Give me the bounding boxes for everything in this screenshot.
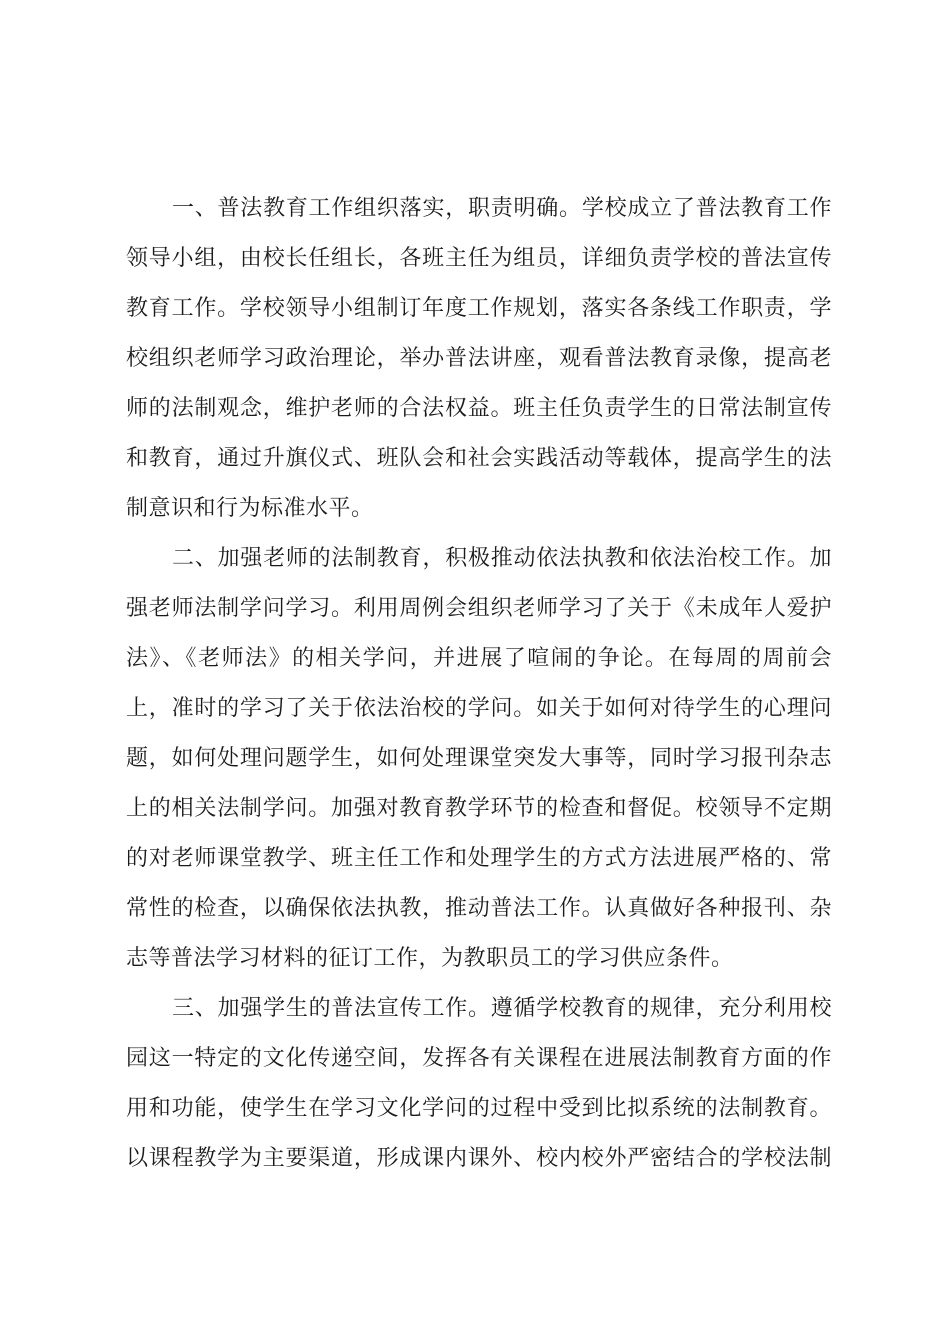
paragraph-line: 题，如何处理问题学生，如何处理课堂突发大事等，同时学习报刊杂志: [126, 746, 832, 771]
paragraph-line: 常性的检查，以确保依法执教，推动普法工作。认真做好各种报刊、杂: [126, 896, 832, 921]
paragraph-line: 师的法制观念，维护老师的合法权益。班主任负责学生的日常法制宣传: [126, 396, 832, 421]
paragraph-line: 二、加强老师的法制教育，积极推动依法执教和依法治校工作。加: [172, 546, 832, 571]
paragraph-line: 上，准时的学习了关于依法治校的学问。如关于如何对待学生的心理问: [126, 696, 832, 721]
paragraph-line: 一、普法教育工作组织落实，职责明确。学校成立了普法教育工作: [172, 196, 832, 221]
paragraph-line: 校组织老师学习政治理论，举办普法讲座，观看普法教育录像，提高老: [126, 346, 832, 371]
paragraph-line: 教育工作。学校领导小组制订年度工作规划，落实各条线工作职责，学: [126, 296, 832, 321]
paragraph-line: 三、加强学生的普法宣传工作。遵循学校教育的规律，充分利用校: [172, 996, 832, 1021]
paragraph-line: 制意识和行为标准水平。: [126, 496, 374, 521]
paragraph-1: [126, 184, 832, 534]
paragraph-line: 法》、《老师法》的相关学问，并进展了喧闹的争论。在每周的周前会: [126, 646, 832, 671]
paragraph-line: 上的相关法制学问。加强对教育教学环节的检查和督促。校领导不定期: [126, 796, 832, 821]
document-body: [126, 184, 832, 1184]
paragraph-line: 志等普法学习材料的征订工作，为教职员工的学习供应条件。: [126, 946, 734, 971]
paragraph-line: 强老师法制学问学习。利用周例会组织老师学习了关于《未成年人爱护: [126, 596, 832, 621]
paragraph-line: 领导小组，由校长任组长，各班主任为组员，详细负责学校的普法宣传: [126, 246, 832, 271]
paragraph-line: 的对老师课堂教学、班主任工作和处理学生的方式方法进展严格的、常: [126, 846, 832, 871]
paragraph-line: 以课程教学为主要渠道，形成课内课外、校内校外严密结合的学校法制: [126, 1146, 832, 1171]
paragraph-line: 园这一特定的文化传递空间，发挥各有关课程在进展法制教育方面的作: [126, 1046, 832, 1071]
paragraph-line: 用和功能，使学生在学习文化学问的过程中受到比拟系统的法制教育。: [126, 1096, 832, 1121]
paragraph-3: [126, 984, 832, 1184]
paragraph-2: [126, 534, 832, 984]
paragraph-line: 和教育，通过升旗仪式、班队会和社会实践活动等载体，提高学生的法: [126, 446, 832, 471]
